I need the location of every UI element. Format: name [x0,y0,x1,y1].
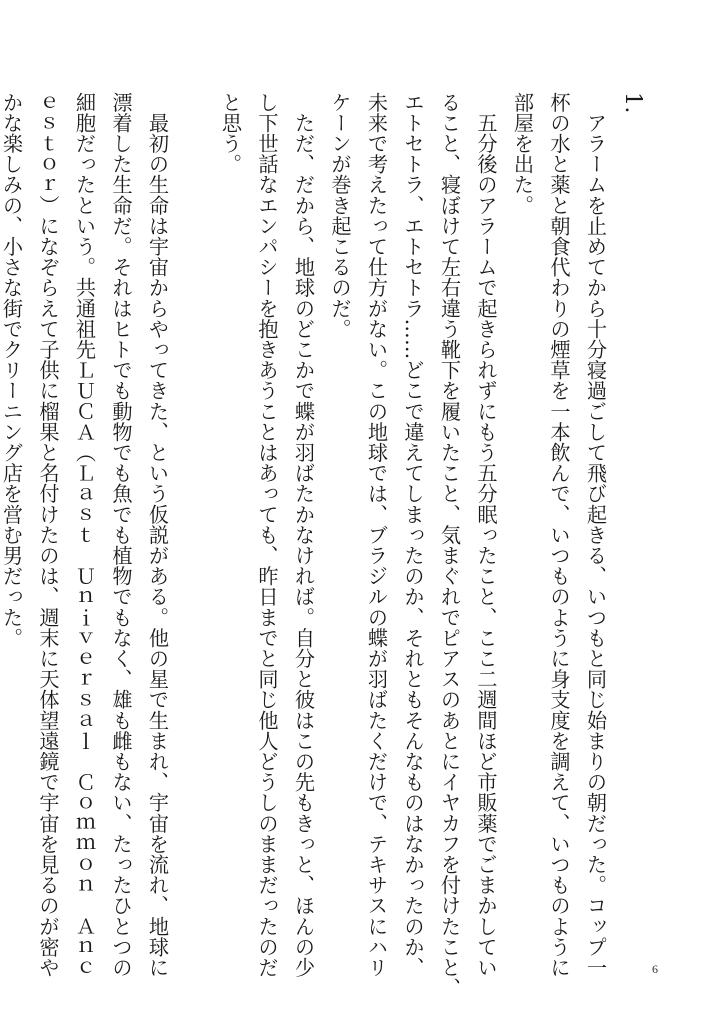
blank-line [176,92,213,972]
text-line: と思う。 [218,92,243,175]
text-line: ｅｓｔｏｒ）になぞらえて子供に榴果と名付けたのは、週末に天体望遠鏡で宇宙を見るのが密や [36,92,60,978]
text-line: 部屋を出た。 [510,92,535,216]
text-line: 細胞だったという。共通祖先ＬＵＣＡ（Ｌａｓｔ Ｕｎｉｖｅｒｓａｌ Ｃｏｍｍｏｎ Ａｎｃ [72,92,97,978]
text-line: ること、寝ぼけて左右違う靴下を履いたこと、気まぐれでピアスのあとにイヤカフを付けたこと、 [437,92,462,999]
text-line: 最初の生命は宇宙からやってきた、という仮説がある。他の星で生まれ、宇宙を流れ、地球に [145,92,170,978]
text-line: ケーンが巻き起こるのだ。 [328,92,352,340]
text-line: 杯の水と薬と朝食代わりの煙草を一本飲んで、いつものように身支度を調えて、いつものように [547,92,571,978]
text-line: かな楽しみの、小さな街でクリーニング店を営む男だった。 [0,92,24,649]
text-line: アラームを止めてから十分寝過ごして飛び起きる、いつもと同じ始まりの朝だった。コップ一 [583,92,608,978]
page-number: 6 [652,962,658,976]
section-number: 1. [620,92,645,114]
text-line: 五分後のアラームで起きられずにもう五分眠ったこと、ここ二週間ほど市販薬でごまかしてい [474,92,498,978]
text-line: 未来で考えたって仕方がない。この地球では、ブラジルの蝶が羽ばたくだけで、テキサスにハリ [364,92,389,978]
text-line: エトセトラ、エトセトラ……どこで違えてしまったのか、それともそんなものはなかったのか、 [401,92,425,978]
text-line: し下世話なエンパシーを抱きあうことはあっても、昨日までと同じ他人どうしのままだったのだ [255,92,279,978]
vertical-text-body [0,92,650,999]
text-line: 漂着した生命だ。それはヒトでも動物でも魚でも植物でもなく、雄も雌もない、たったひとつの [109,92,133,978]
text-line: ただ、だから、地球のどこかで蝶が羽ばたかなければ。自分と彼はこの先もきっと、ほんの少 [291,92,316,978]
